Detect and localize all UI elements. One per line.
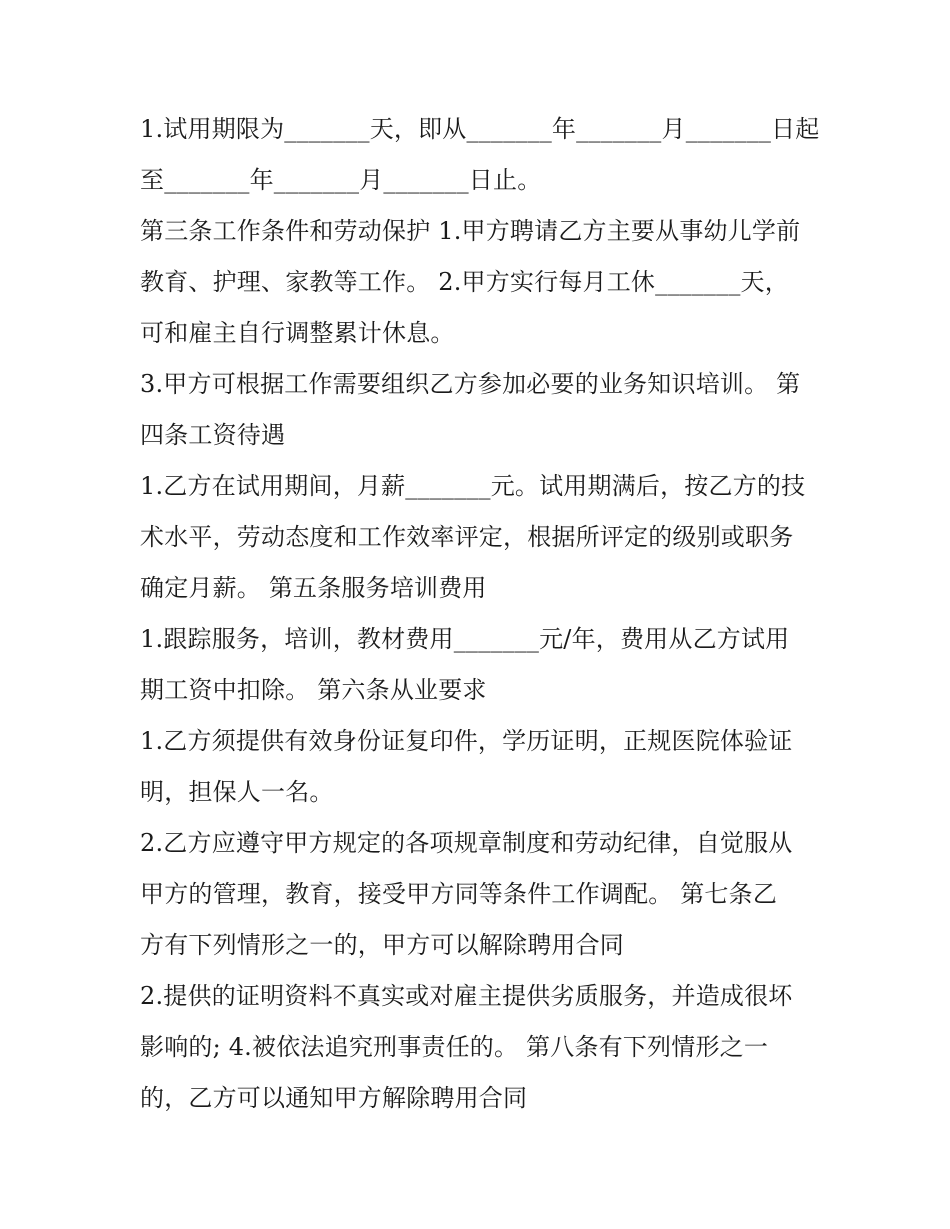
text-line: 至_______年_______月_______日止。 <box>140 166 542 194</box>
text-line: 1.试用期限为_______天，即从_______年_______月_______日起 <box>140 115 820 143</box>
text-line: 1.乙方在试用期间，月薪_______元。试用期满后，按乙方的技 <box>140 472 806 500</box>
text-line: 3.甲方可根据工作需要组织乙方参加必要的业务知识培训。 第 <box>140 370 801 398</box>
document-body <box>140 104 820 1124</box>
text-line: 影响的; 4.被依法追究刑事责任的。 第八条有下列情形之一 <box>140 1033 769 1061</box>
text-line: 1.乙方须提供有效身份证复印件，学历证明，正规医院体验证 <box>140 727 793 755</box>
text-line: 明，担保人一名。 <box>140 778 334 806</box>
text-line: 术水平，劳动态度和工作效率评定，根据所评定的级别或职务 <box>140 523 794 551</box>
text-line: 甲方的管理，教育，接受甲方同等条件工作调配。 第七条乙 <box>140 880 778 908</box>
text-line: 确定月薪。 第五条服务培训费用 <box>140 574 487 602</box>
text-line: 2.乙方应遵守甲方规定的各项规章制度和劳动纪律，自觉服从 <box>140 829 793 857</box>
text-line: 期工资中扣除。 第六条从业要求 <box>140 676 487 704</box>
text-line: 方有下列情形之一的，甲方可以解除聘用合同 <box>140 931 624 959</box>
text-line: 可和雇主自行调整累计休息。 <box>140 319 455 347</box>
text-line: 的，乙方可以通知甲方解除聘用合同 <box>140 1084 528 1112</box>
text-line: 2.提供的证明资料不真实或对雇主提供劣质服务，并造成很坏 <box>140 982 793 1010</box>
text-line: 1.跟踪服务，培训，教材费用_______元/年，费用从乙方试用 <box>140 625 790 653</box>
text-line: 第三条工作条件和劳动保护 1.甲方聘请乙方主要从事幼儿学前 <box>140 217 801 245</box>
text-line: 教育、护理、家教等工作。 2.甲方实行每月工休_______天， <box>140 268 789 296</box>
text-line: 四条工资待遇 <box>140 421 286 449</box>
